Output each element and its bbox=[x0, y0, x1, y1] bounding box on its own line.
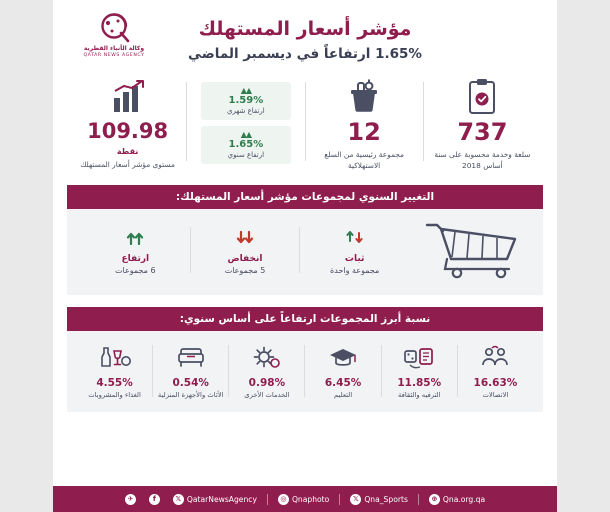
segment-value: مجموعة واحدة bbox=[330, 266, 380, 276]
kpi-groups-count bbox=[308, 76, 421, 171]
group-communications bbox=[458, 341, 533, 400]
furniture-household-icon bbox=[153, 341, 228, 375]
food-beverages-icon bbox=[77, 341, 152, 375]
segment-value: 6 مجموعات bbox=[115, 266, 156, 276]
group-value: 4.55% bbox=[96, 377, 133, 390]
cell-divider-4 bbox=[228, 345, 229, 397]
annual-change-body bbox=[67, 209, 543, 285]
people-communication-icon bbox=[458, 341, 533, 375]
logo-arabic-text: وكالة الأنباء القطرية bbox=[83, 45, 145, 52]
cell-divider-3 bbox=[304, 345, 305, 397]
annual-change-band bbox=[67, 185, 543, 295]
segment-value: 5 مجموعات bbox=[224, 266, 266, 276]
group-label: التعليم bbox=[334, 391, 353, 400]
kpi-value: 737 bbox=[457, 118, 508, 146]
footer-instagram[interactable] bbox=[278, 494, 329, 505]
basket-icon bbox=[308, 76, 421, 118]
footer-x-sports[interactable] bbox=[350, 494, 408, 505]
qna-logo-mark bbox=[91, 10, 137, 44]
facebook-icon[interactable]: f bbox=[149, 494, 160, 505]
annual-change-title: التغيير السنوي لمجموعات مؤشر أسعار المستهلك: bbox=[67, 185, 543, 209]
group-education bbox=[305, 341, 380, 400]
group-entertainment bbox=[382, 341, 457, 400]
kpi-divider-3 bbox=[186, 82, 187, 161]
kpi-value: 109.98 bbox=[87, 119, 169, 143]
shopping-cart-icon bbox=[409, 217, 529, 283]
group-label: الغذاء والمشروبات bbox=[88, 391, 141, 400]
cell-divider-1 bbox=[457, 345, 458, 397]
kpi-caption-bold: نقطة bbox=[116, 147, 139, 157]
segment-decrease bbox=[191, 225, 300, 275]
clipboard-check-icon bbox=[426, 76, 539, 118]
footer-separator-3 bbox=[418, 494, 419, 505]
segment-title: انخفاض bbox=[227, 254, 263, 265]
group-label: الترفيه والثقافة bbox=[397, 391, 441, 400]
segment-title: ارتفاع bbox=[121, 254, 150, 265]
monthly-change-label: ارتفاع شهري bbox=[226, 107, 265, 115]
arrow-up-green-icon bbox=[81, 225, 190, 251]
kpi-caption: سلعة وخدمة محسوبة على سنة أساس 2018 bbox=[434, 150, 531, 171]
footer-separator-1 bbox=[267, 494, 268, 505]
logo-english-text: QATAR NEWS AGENCY bbox=[83, 53, 145, 58]
x-twitter-icon-2[interactable]: 𝕏 bbox=[350, 494, 361, 505]
arrow-down-red-icon bbox=[191, 225, 300, 251]
monthly-change-pill bbox=[201, 82, 291, 120]
kpi-row bbox=[53, 70, 557, 175]
segment-stable bbox=[300, 225, 409, 275]
top-groups-grid bbox=[67, 331, 543, 400]
kpi-caption: مجموعة رئيسية من السلع الاستهلاكية bbox=[324, 150, 404, 171]
other-services-icon bbox=[229, 341, 304, 375]
entertainment-culture-icon bbox=[382, 341, 457, 375]
group-label: الأثاث والأجهزة المنزلية bbox=[157, 391, 224, 400]
footer-separator-2 bbox=[339, 494, 340, 505]
kpi-value: 12 bbox=[347, 118, 381, 146]
yearly-change-value: 1.65% bbox=[228, 139, 264, 150]
monthly-change-value: 1.59% bbox=[228, 95, 264, 106]
kpi-index-level bbox=[71, 76, 184, 170]
group-label: الاتصالات bbox=[482, 391, 509, 400]
page-subtitle: 1.65% ارتفاعاً في ديسمبر الماضي bbox=[188, 46, 422, 62]
kpi-items-count bbox=[426, 76, 539, 171]
footer-x[interactable] bbox=[173, 494, 257, 505]
group-value: 0.54% bbox=[172, 377, 209, 390]
footer-label: Qna.org.qa bbox=[442, 494, 486, 504]
qna-logo bbox=[71, 10, 157, 58]
telegram-icon[interactable]: ✈ bbox=[125, 494, 136, 505]
footer-website[interactable] bbox=[429, 494, 485, 505]
group-value: 0.98% bbox=[248, 377, 286, 390]
arrows-stable-icon bbox=[300, 225, 409, 251]
footer-social-bar bbox=[53, 486, 557, 512]
segment-title: ثبات bbox=[344, 254, 365, 265]
kpi-divider-2 bbox=[305, 82, 306, 161]
top-groups-band bbox=[67, 307, 543, 412]
top-groups-title: نسبة أبرز المجموعات ارتفاعاً على أساس سنوي: bbox=[67, 307, 543, 331]
page-title: مؤشر أسعار المستهلك bbox=[198, 18, 412, 40]
group-value: 16.63% bbox=[473, 377, 518, 390]
cell-divider-2 bbox=[381, 345, 382, 397]
bar-chart-up-icon bbox=[71, 76, 184, 118]
x-twitter-icon[interactable]: 𝕏 bbox=[173, 494, 184, 505]
footer-telegram[interactable] bbox=[125, 494, 139, 505]
footer-label: Qnaphoto bbox=[291, 494, 330, 504]
yearly-change-pill bbox=[201, 126, 291, 164]
cell-divider-5 bbox=[152, 345, 153, 397]
yearly-change-label: ارتفاع سنوي bbox=[227, 151, 265, 159]
up-arrows-icon: ▲▲ bbox=[240, 86, 252, 95]
group-other-services bbox=[229, 341, 304, 400]
education-icon bbox=[305, 341, 380, 375]
kpi-caption bbox=[71, 146, 184, 170]
infographic-page bbox=[53, 0, 557, 512]
up-arrows-icon-2: ▲▲ bbox=[240, 130, 252, 139]
footer-label: QatarNewsAgency bbox=[186, 494, 257, 504]
kpi-divider-1 bbox=[423, 82, 424, 161]
header bbox=[53, 0, 557, 70]
group-label: الخدمات الأخرى bbox=[244, 391, 290, 400]
kpi-caption-text: مستوى مؤشر أسعار المستهلك bbox=[80, 160, 175, 170]
change-pills bbox=[189, 76, 302, 164]
group-value: 6.45% bbox=[324, 377, 362, 390]
group-value: 11.85% bbox=[397, 377, 442, 390]
group-furniture bbox=[153, 341, 228, 400]
segment-increase bbox=[81, 225, 190, 275]
group-food bbox=[77, 341, 152, 400]
globe-icon[interactable]: ⊕ bbox=[429, 494, 440, 505]
footer-label: Qna_Sports bbox=[364, 494, 408, 504]
footer-facebook[interactable] bbox=[149, 494, 163, 505]
instagram-icon[interactable]: ◎ bbox=[278, 494, 289, 505]
